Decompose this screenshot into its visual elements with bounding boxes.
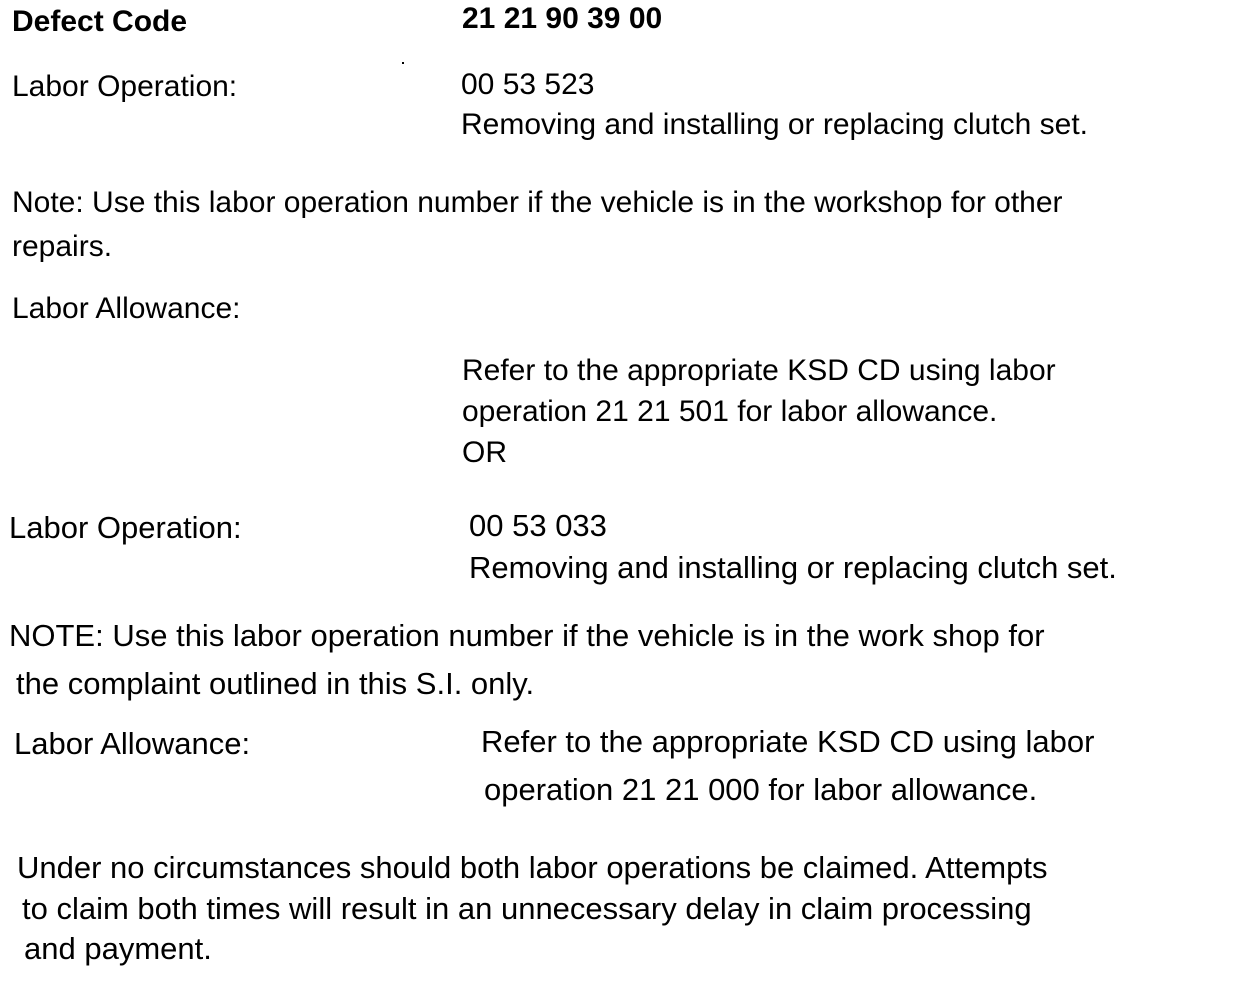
labor-allowance-1-line-2: operation 21 21 501 for labor allowance. xyxy=(462,395,998,428)
labor-operation-1-number: 00 53 523 xyxy=(461,68,595,101)
labor-operation-2-description: Removing and installing or replacing clutch set. xyxy=(469,550,1117,585)
note-2-line-1: NOTE: Use this labor operation number if the vehicle is in the work shop for xyxy=(9,618,1045,653)
labor-operation-2-number: 00 53 033 xyxy=(469,508,607,543)
labor-operation-1-label: Labor Operation: xyxy=(12,70,238,103)
warning-line-1: Under no circumstances should both labor operations be claimed. Attempts xyxy=(17,850,1048,885)
labor-allowance-1-line-1: Refer to the appropriate KSD CD using labor xyxy=(462,354,1056,387)
note-2-line-2: the complaint outlined in this S.I. only. xyxy=(16,666,535,701)
note-1-line-1: Note: Use this labor operation number if the vehicle is in the workshop for other xyxy=(12,186,1063,219)
defect-code-label: Defect Code xyxy=(12,5,188,38)
labor-allowance-1-label: Labor Allowance: xyxy=(12,292,241,325)
or-separator: OR xyxy=(462,436,507,469)
defect-code-value: 21 21 90 39 00 xyxy=(462,2,663,35)
note-1-line-2: repairs. xyxy=(12,230,113,263)
labor-allowance-2-line-1: Refer to the appropriate KSD CD using labor xyxy=(481,724,1095,759)
warning-line-2: to claim both times will result in an unnecessary delay in claim processing xyxy=(22,891,1032,926)
labor-operation-2-label: Labor Operation: xyxy=(9,510,242,545)
scan-speck xyxy=(402,62,404,64)
labor-allowance-2-label: Labor Allowance: xyxy=(14,726,251,761)
labor-allowance-2-line-2: operation 21 21 000 for labor allowance. xyxy=(484,772,1038,807)
labor-operation-1-description: Removing and installing or replacing clutch set. xyxy=(461,108,1088,141)
warning-line-3: and payment. xyxy=(24,931,212,966)
